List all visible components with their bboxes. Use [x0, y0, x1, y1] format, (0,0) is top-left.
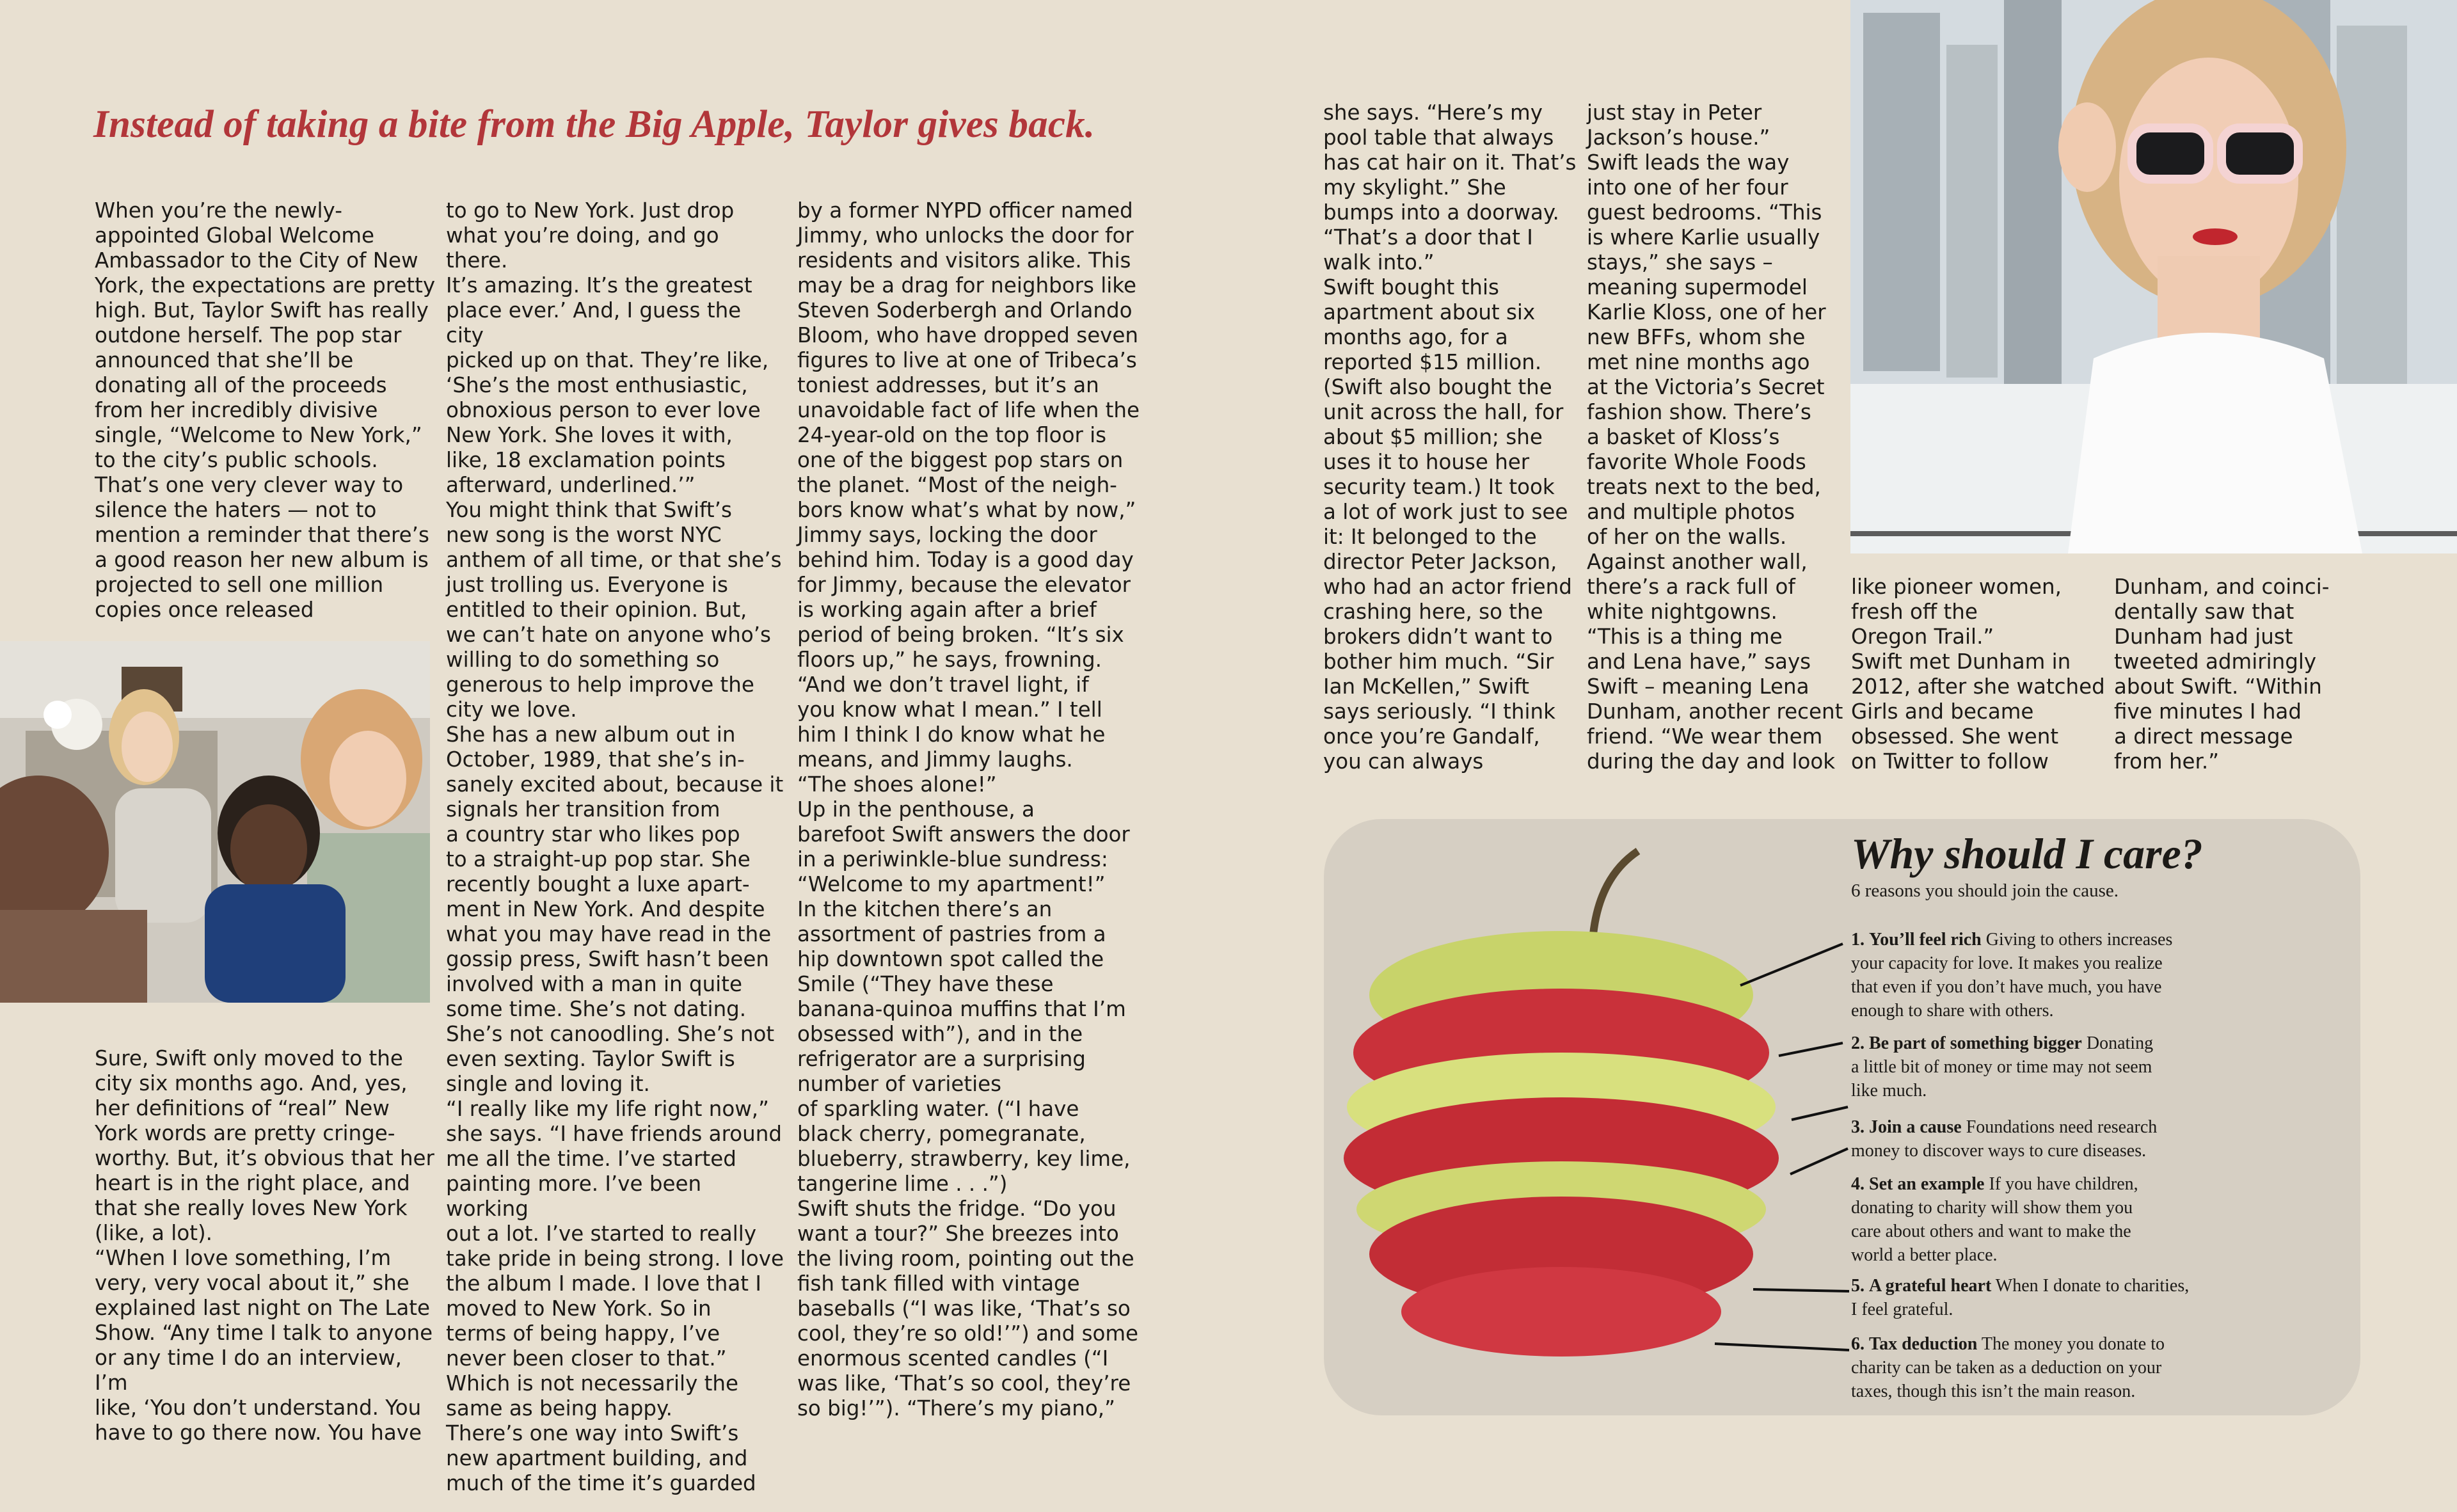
reason-title: Set an example — [1869, 1174, 1985, 1194]
photo-taylor-with-children — [0, 641, 430, 1003]
reason-text: Foundations need research money to discover ways to cure diseases. — [1851, 1117, 2158, 1161]
reason-number: 5. — [1851, 1276, 1865, 1296]
why-care-subtitle: 6 reasons you should join the cause. — [1851, 880, 2119, 901]
photo-illustration — [1850, 0, 2457, 553]
photo-illustration — [0, 641, 430, 1003]
article-column-4: she says. “Here’s my pool table that always has cat hair on it. That’s my skylight.” She bumps into a doorway. “That’s a door that I walk into.” Swift bought this apartment about six months ago, for a reported $15 million. (Swift also bought the unit across the hall, for about $5 million; she uses it to house her security team.) It took a lot of work just to see it: It belonged to the director Peter Jackson, who had an actor friend crashing here, so the brokers didn’t want to bother him much. “Sir Ian McKellen,” Swift says seriously. “I think once you’re Gandalf, you can always — [1323, 100, 1577, 774]
reason-title: Join a cause — [1869, 1117, 1962, 1137]
article-column-2: to go to New York. Just drop what you’re doing, and go there. It’s amazing. It’s the greatest place ever.’ And, I guess the city picked up on that. They’re like, ‘She’s the most enthusiastic, obnoxious person to ever love New York. She loves it with, like, 18 exclamation points afterward, underlined.’” You might think that Swift’s new song is the worst NYC anthem of all time, or that she’s just trolling us. Everyone is entitled to their opinion. But, we can’t hate on anyone who’s willing to do something so generous to help improve the city we love. She has a new album out in October, 1989, that she’s in- sanely excited about, because it signals her transition from a country star who likes pop to a straight-up pop star. She recently bought a luxe apart- ment in New York. And despite what you may have read in the gossip press, Swift hasn’t been involved with a man in quite some time. She’s not dating. She’s not canoodling. She’s not even sexting. Taylor Swift is single and loving it. “I really like my life right now,” she says. “I have friends around me all the time. I’ve started painting more. I’ve been working out a lot. I’ve started to really take pride in being strong. I love the album I made. I love that I moved to New York. So in terms of being happy, I’ve never been closer to that.” Which is not necessarily the same as being happy. There’s one way into Swift’s new apartment building, and much of the time it’s guarded — [446, 198, 784, 1495]
reason-number: 3. — [1851, 1117, 1865, 1137]
reason-number: 4. — [1851, 1174, 1865, 1194]
reason-title: Tax deduction — [1869, 1334, 1978, 1354]
reason-text: The money you donate to charity can be taken as a deduction on your taxes, though this isn’t the main reason. — [1851, 1334, 2165, 1401]
reason-text: If you have children, donating to charity will show them you care about others and want to make the world a better place. — [1851, 1174, 2138, 1265]
article-column-3: by a former NYPD officer named Jimmy, who unlocks the door for residents and visitors alike. This may be a drag for neighbors like Steven Soderbergh and Orlando Bloom, who have dropped seven figures to live at one of Tribeca’s toniest addresses, but it’s an unavoidable fact of life when the 24-year-old on the top floor is one of the biggest pop stars on the planet. “Most of the neigh- bors know what’s what by now,” Jimmy says, locking the door behind him. Today is a good day for Jimmy, because the elevator is working again after a brief period of being broken. “It’s six floors up,” he says, frowning. “And we don’t travel light, if you know what I mean.” I tell him I think I do know what he means, and Jimmy laughs. “The shoes alone!” Up in the penthouse, a barefoot Swift answers the door in a periwinkle-blue sundress: “Welcome to my apartment!” In the kitchen there’s an assortment of pastries from a hip downtown spot called the Smile (“They have these banana-quinoa muffins that I’m obsessed with”), and in the refrigerator are a surprising number of varieties of sparkling water. (“I have black cherry, pomegranate, blueberry, strawberry, key lime, tangerine lime . . .”) Swift shuts the fridge. “Do you want a tour?” She breezes into the living room, pointing out the fish tank filled with vintage baseballs (“I was like, ‘That’s so cool, they’re so old!’”) and some enormous scented candles (“I was like, ‘That’s so cool, they’re so big!’”). “There’s my piano,” — [797, 198, 1140, 1420]
reason-item — [1851, 928, 2261, 1023]
article-column-6: like pioneer women, fresh off the Oregon Trail.” Swift met Dunham in 2012, after she watched Girls and became obsessed. She went on Twitter to follow — [1851, 575, 2105, 774]
why-care-title: Why should I care? — [1851, 829, 2203, 878]
reason-item — [1851, 1172, 2261, 1267]
article-column-7: Dunham, and coinci- dentally saw that Dunham had just tweeted admiringly about Swift. “Within five minutes I had a direct message from her.” — [2114, 575, 2330, 774]
reason-item — [1851, 1274, 2261, 1321]
reason-number: 2. — [1851, 1033, 1865, 1053]
reason-title: A grateful heart — [1869, 1276, 1992, 1296]
sliced-apple-illustration — [1331, 832, 1907, 1408]
reason-item — [1851, 1332, 2261, 1403]
article-column-5: just stay in Peter Jackson’s house.” Swift leads the way into one of her four guest bedrooms. “This is where Karlie usually stays,” she says – meaning supermodel Karlie Kloss, one of her new BFFs, whom she met nine months ago at the Victoria’s Secret fashion show. There’s a basket of Kloss’s favorite Whole Foods treats next to the bed, and multiple photos of her on the walls. Against another wall, there’s a rack full of white nightgowns. “This is a thing me and Lena have,” says Swift – meaning Lena Dunham, another recent friend. “We wear them during the day and look — [1587, 100, 1843, 774]
reason-item — [1851, 1031, 2261, 1102]
reason-title: You’ll feel rich — [1869, 930, 1982, 950]
reason-number: 1. — [1851, 930, 1865, 950]
reason-title: Be part of something bigger — [1869, 1033, 2082, 1053]
article-column-1-continued: Sure, Swift only moved to the city six months ago. And, yes, her definitions of “real” New York words are pretty cringe- worthy. But, it’s obvious that her heart is in the right place, and that she really loves New York (like, a lot). “When I love something, I’m very, very vocal about it,” she explained last night on The Late Show. “Any time I talk to anyone or any time I do an interview, I’m like, ‘You don’t understand. You have to go there now. You have — [95, 1046, 434, 1445]
article-column-1: When you’re the newly- appointed Global Welcome Ambassador to the City of New York, the expectations are pretty high. But, Taylor Swift has really outdone herself. The pop star announced that she’ll be donating all of the proceeds from her incredibly divisive single, “Welcome to New York,” to the city’s public schools. That’s one very clever way to silence the haters — not to mention a reminder that there’s a good reason her new album is projected to sell one million copies once released — [95, 198, 436, 622]
reason-text: When I donate to charities, I feel grateful. — [1851, 1276, 2190, 1319]
headline: Instead of taking a bite from the Big Apple, Taylor gives back. — [93, 103, 1095, 146]
photo-taylor-sunglasses — [1850, 0, 2457, 553]
reason-item — [1851, 1115, 2261, 1163]
reason-text: Giving to others increases your capacity for love. It makes you realize that even if you don’t have much, you have enough to share with others. — [1851, 930, 2173, 1021]
reason-number: 6. — [1851, 1334, 1865, 1354]
reason-text: Donating a little bit of money or time may not seem like much. — [1851, 1033, 2154, 1101]
